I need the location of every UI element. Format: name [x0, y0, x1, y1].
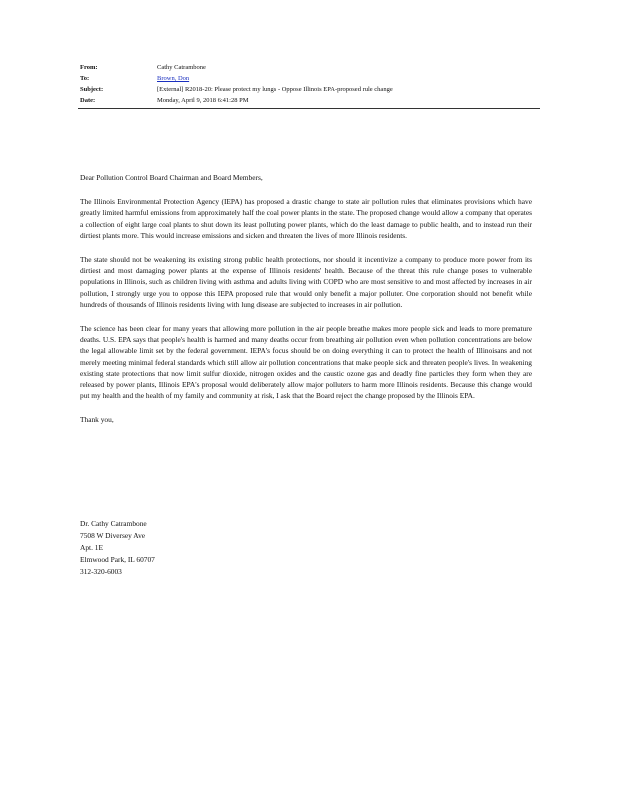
paragraph-1: The Illinois Environmental Protection Agency (IEPA) has proposed a drastic change to state air pollution rules that eliminates provisions which have greatly limited harmful emissions from approximately half the coal power plants in the state. The proposed change would allow a company that operates a collection of eight large coal plants to shut down its least polluting power plants, which do the least damage to public health, and to instead run their dirtiest plants more. This would increase emissions and sicken and threaten the lives of more Illinois residents. [80, 197, 532, 240]
date-value: Monday, April 9, 2018 6:41:28 PM [157, 97, 249, 104]
signature-street: 7508 W Diversey Ave [80, 531, 146, 540]
subject-label: Subject: [80, 86, 104, 93]
signature-apt: Apt. 1E [80, 543, 103, 552]
letter-body [80, 172, 532, 439]
subject-row [80, 84, 540, 95]
from-label: From: [80, 64, 98, 71]
subject-value: [External] R2018-20: Please protect my lungs - Oppose Illinois EPA-proposed rule change [157, 86, 393, 93]
date-label: Date: [80, 97, 96, 104]
signature-city: Elmwood Park, IL 60707 [80, 555, 155, 564]
email-header [80, 62, 540, 106]
from-row [80, 62, 540, 73]
closing: Thank you, [80, 415, 114, 425]
signature-block [80, 518, 155, 578]
paragraph-2: The state should not be weakening its existing strong public health protections, nor should it incentivize a company to produce more power from its dirtiest and most damaging power plants at the expense of Illinois residents' health. Because of the threat this rule change poses to vulnerable populations in Illinois, such as children living with asthma and adults living with COPD who are most sensitive to and most affected by increases in air pollution, I strongly urge you to oppose this IEPA proposed rule that would only benefit a major polluter. One corporation should not benefit while hundreds of thousands of Illinois residents living with lung disease are subjected to increases in air pollution. [80, 255, 532, 309]
date-row [80, 95, 540, 106]
to-label: To: [80, 75, 90, 82]
paragraph-3: The science has been clear for many years that allowing more pollution in the air people breathe makes more people sick and leads to more premature deaths. U.S. EPA says that people's health is harmed and many deaths occur from breathing air pollution even when pollution concentrations are below the legal allowable limit set by the federal government. IEPA's focus should be on doing everything it can to protect the health of Illinoisans and not merely meeting minimal federal standards which still allow air pollution concentrations that make people sick and threaten people's lives. In weakening existing state protections that now limit sulfur dioxide, nitrogen oxides and the caustic ozone gas and deadly fine particles they form when they are released by power plants, Illinois EPA's proposal would deliberately allow major polluters to harm more Illinois residents. Because this change would put my health and the health of my family and community at risk, I ask that the Board reject the change proposed by the Illinois EPA. [80, 324, 532, 401]
from-value: Cathy Catrambone [157, 64, 206, 71]
signature-name: Dr. Cathy Catrambone [80, 519, 147, 528]
to-row [80, 73, 540, 84]
to-value-link[interactable]: Brown, Don [157, 75, 190, 82]
salutation: Dear Pollution Control Board Chairman and Board Members, [80, 173, 263, 182]
signature-phone: 312-320-6003 [80, 567, 122, 576]
header-divider [78, 108, 540, 109]
